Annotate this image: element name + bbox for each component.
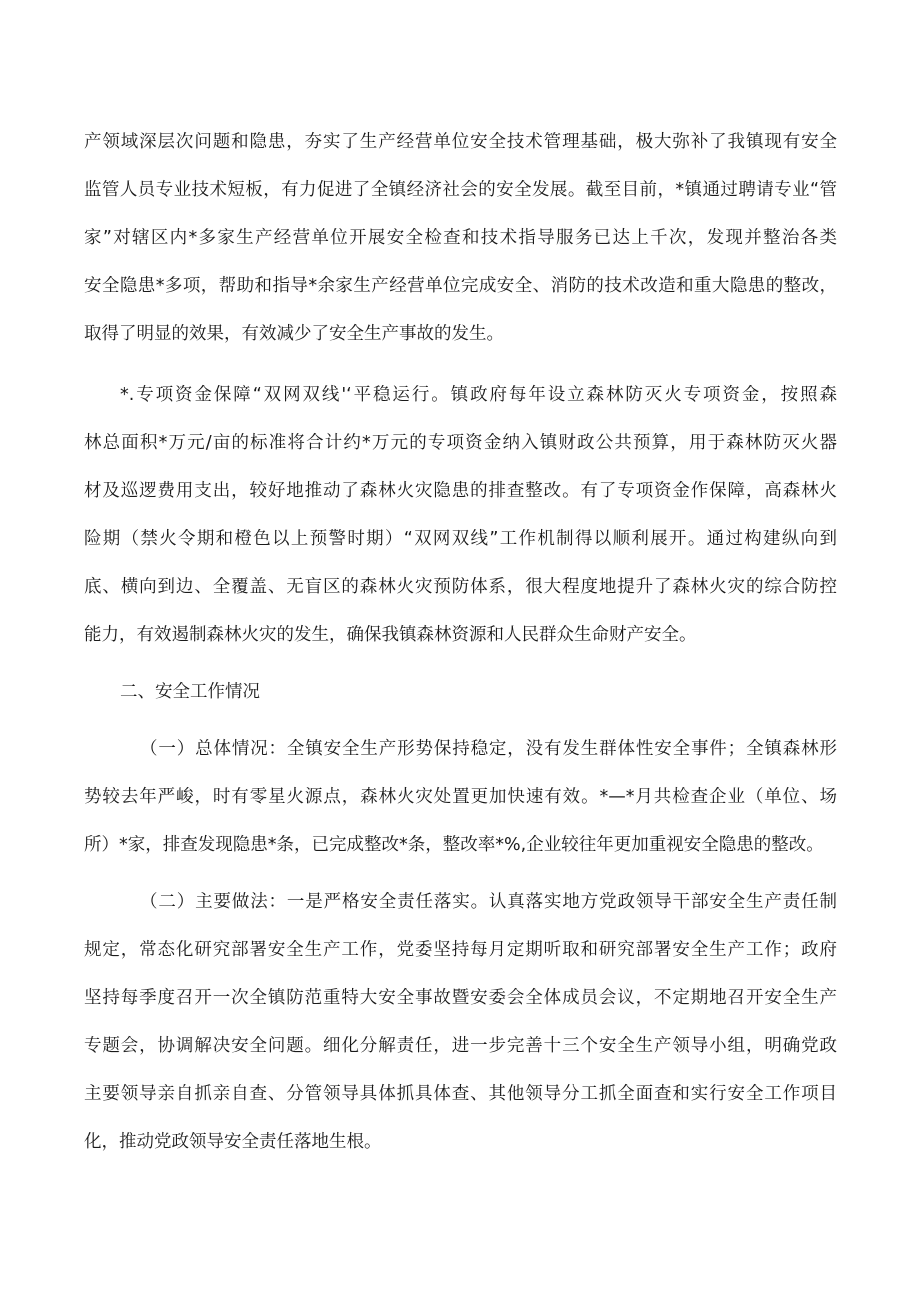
paragraph-2-line-3: 材及巡逻费用支出，较好地推动了森林火灾隐患的排查整改。有了专项资金作保障，高森林火 [84, 481, 837, 501]
paragraph-2-line-4: 险期（禁火令期和橙色以上预警时期）“双网双线”工作机制得以顺利展开。通过构建纵向到 [84, 529, 837, 549]
paragraph-4-line-6: 化，推动党政领导安全责任落地生根。 [84, 1132, 382, 1152]
paragraph-3-line-3: 所）*家，排查发现隐患*条，已完成整改*条，整改率*%,企业较往年更加重视安全隐患的整改。 [84, 835, 824, 855]
paragraph-1-line-1: 产领域深层次问题和隐患，夯实了生产经营单位安全技术管理基础，极大弥补了我镇现有安全 [84, 132, 837, 152]
paragraph-2-line-1: *.专项资金保障“双网双线'‘平稳运行。镇政府每年设立森林防灭火专项资金，按照森 [120, 385, 837, 405]
paragraph-1-line-3: 家”对辖区内*多家生产经营单位开展安全检查和技术指导服务已达上千次，发现并整治各类 [84, 228, 837, 248]
paragraph-1-line-2: 监管人员专业技术短板，有力促进了全镇经济社会的安全发展。截至目前，*镇通过聘请专业“管 [84, 180, 837, 200]
paragraph-1-line-4: 安全隐患*多项，帮助和指导*余家生产经营单位完成安全、消防的技术改造和重大隐患的整改， [84, 276, 837, 296]
paragraph-3-line-2: 势较去年严峻，时有零星火源点，森林火灾处置更加快速有效。*—*月共检查企业（单位、场 [84, 787, 837, 807]
paragraph-2-line-5: 底、横向到边、全覆盖、无盲区的森林火灾预防体系，很大程度地提升了森林火灾的综合防控 [84, 577, 837, 597]
paragraph-2-line-2: 林总面积*万元/亩的标准将合计约*万元的专项资金纳入镇财政公共预算，用于森林防灭火器 [84, 433, 837, 453]
paragraph-4-line-1: （二）主要做法：一是严格安全责任落实。认真落实地方党政领导干部安全生产责任制 [140, 892, 837, 912]
paragraph-2-line-6: 能力，有效遏制森林火灾的发生，确保我镇森林资源和人民群众生命财产安全。 [84, 625, 697, 645]
paragraph-1-line-5: 取得了明显的效果，有效减少了安全生产事故的发生。 [84, 324, 504, 344]
paragraph-4-line-4: 专题会，协调解决安全问题。细化分解责任，进一步完善十三个安全生产领导小组，明确党政 [84, 1036, 837, 1056]
section-heading-2: 二、安全工作情况 [120, 682, 260, 702]
paragraph-3-line-1: （一）总体情况：全镇安全生产形势保持稳定，没有发生群体性安全事件；全镇森林形 [140, 739, 837, 759]
paragraph-4-line-5: 主要领导亲自抓亲自查、分管领导具体抓具体查、其他领导分工抓全面查和实行安全工作项目 [84, 1084, 837, 1104]
paragraph-4-line-2: 规定，常态化研究部署安全生产工作，党委坚持每月定期听取和研究部署安全生产工作；政府 [84, 940, 837, 960]
paragraph-4-line-3: 坚持每季度召开一次全镇防范重特大安全事故暨安委会全体成员会议，不定期地召开安全生产 [84, 988, 837, 1008]
